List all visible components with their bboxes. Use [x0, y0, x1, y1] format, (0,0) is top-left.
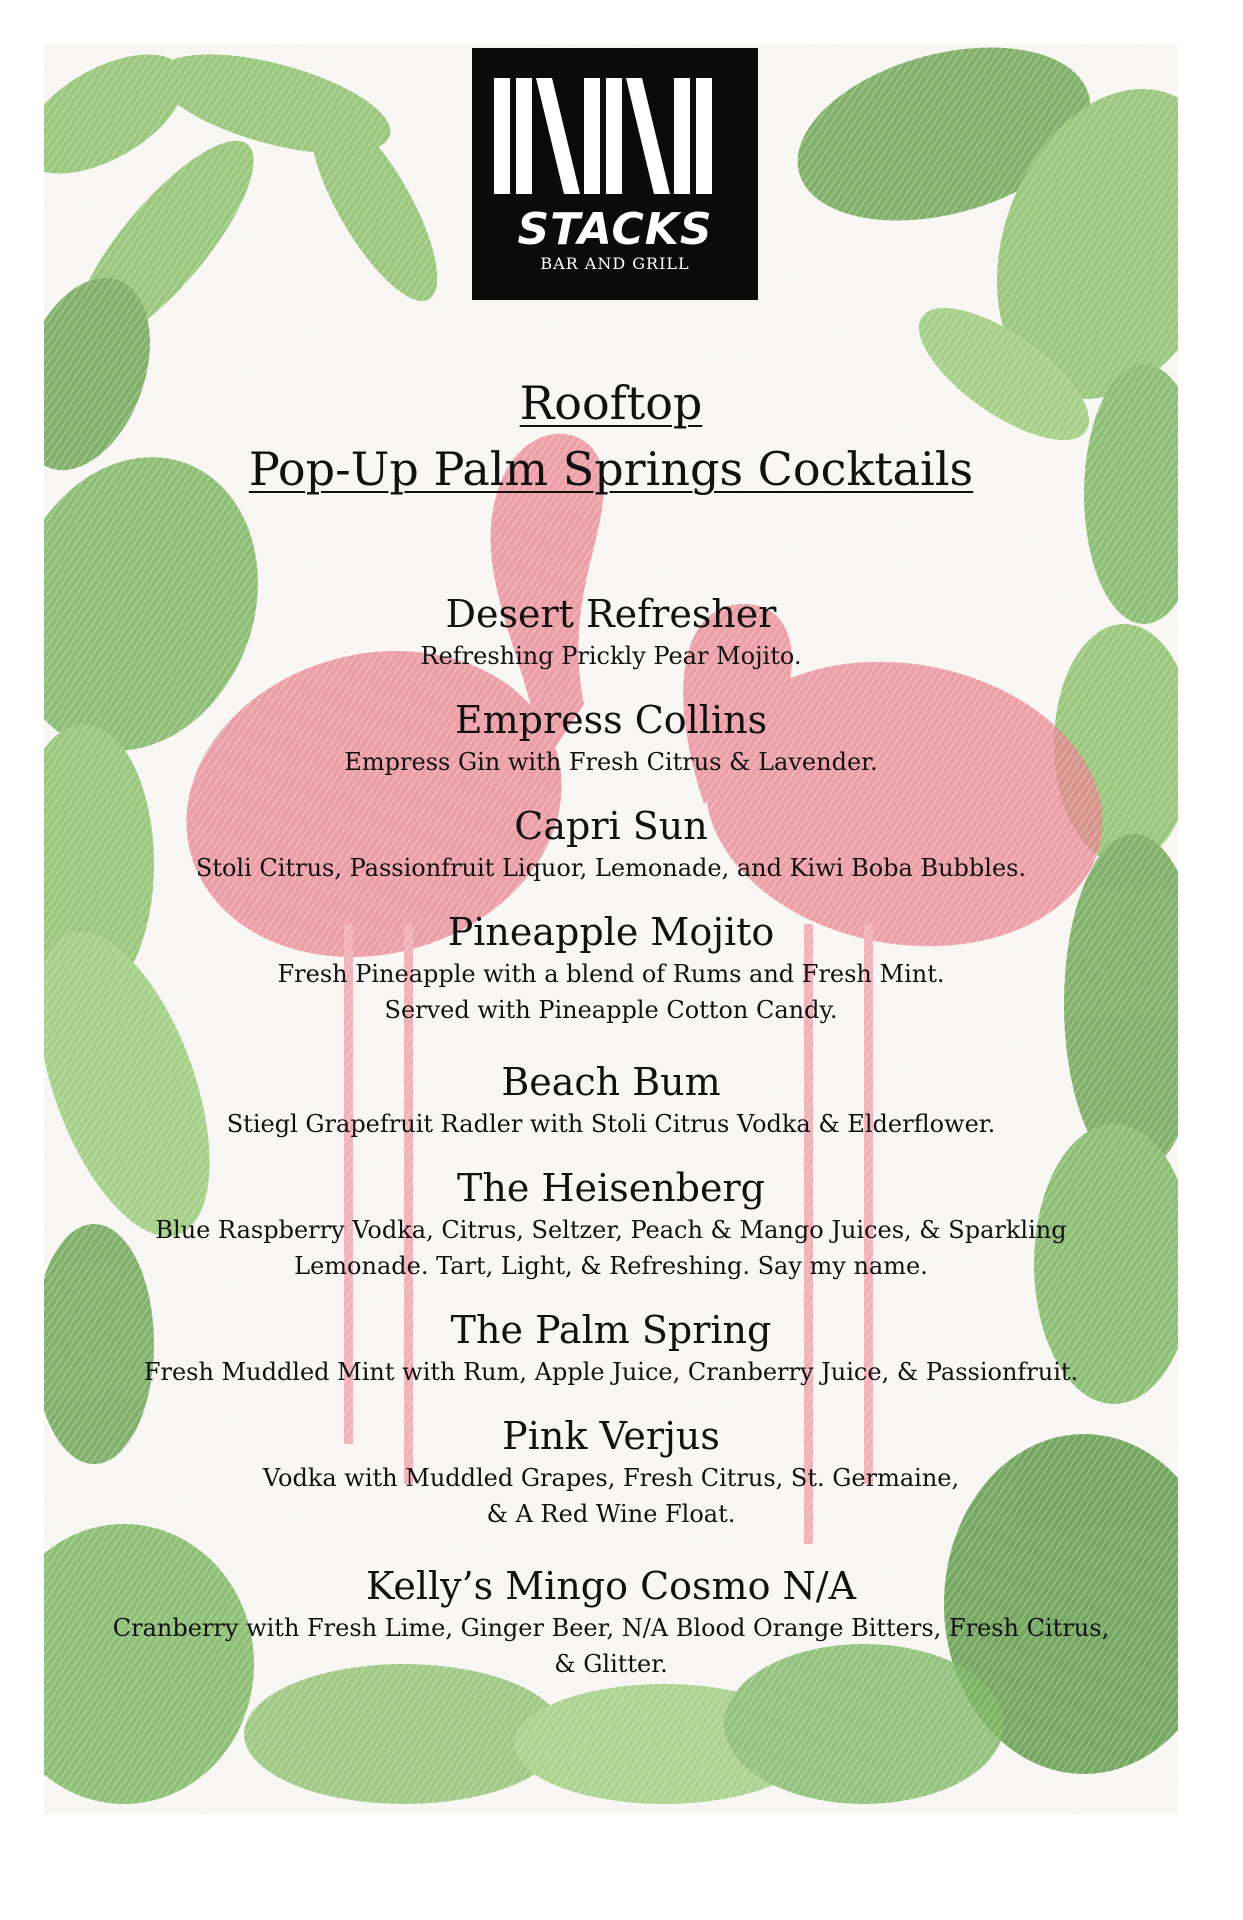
cocktail-name: Desert Refresher: [445, 592, 777, 636]
logo-subtitle: BAR AND GRILL: [540, 254, 690, 273]
cocktail-item: [44, 908, 1178, 1028]
cocktail-item: [44, 590, 1178, 674]
cocktail-name: Capri Sun: [514, 804, 708, 848]
cocktail-item: [44, 802, 1178, 886]
menu-page: [44, 44, 1178, 1814]
logo-wordmark: STACKS: [517, 204, 713, 255]
cocktail-item: [44, 1306, 1178, 1390]
description-line: Blue Raspberry Vodka, Citrus, Seltzer, Peach & Mango Juices, & Sparkling: [155, 1216, 1067, 1244]
cocktail-name: Kelly’s Mingo Cosmo N/A: [365, 1564, 857, 1608]
cocktail-name: The Heisenberg: [457, 1166, 765, 1210]
description-line: Stoli Citrus, Passionfruit Liquor, Lemonade, and Kiwi Boba Bubbles.: [195, 854, 1027, 882]
description-line: Refreshing Prickly Pear Mojito.: [420, 642, 802, 670]
cocktail-description: [44, 744, 1178, 780]
cocktail-description: [44, 1354, 1178, 1390]
description-line: Fresh Pineapple with a blend of Rums and Fresh Mint.: [277, 960, 945, 988]
description-line: Cranberry with Fresh Lime, Ginger Beer, N/A Blood Orange Bitters, Fresh Citrus,: [112, 1614, 1110, 1642]
cocktail-description: [44, 1610, 1178, 1682]
cocktail-name: Beach Bum: [501, 1060, 721, 1104]
stacks-logo: [472, 48, 758, 300]
heading-line-2: Pop-Up Palm Springs Cocktails: [248, 442, 974, 496]
description-line: & A Red Wine Float.: [486, 1500, 736, 1528]
heading-line-1: Rooftop: [519, 376, 703, 430]
description-line: Vodka with Muddled Grapes, Fresh Citrus, St. Germaine,: [262, 1464, 960, 1492]
cocktail-item: [44, 1562, 1178, 1682]
description-line: Fresh Muddled Mint with Rum, Apple Juice, Cranberry Juice, & Passionfruit.: [143, 1358, 1079, 1386]
cocktail-item: [44, 1164, 1178, 1284]
cocktail-name: Pink Verjus: [502, 1414, 720, 1458]
cocktail-description: [44, 956, 1178, 1028]
cocktail-description: [44, 850, 1178, 886]
cocktail-list: [44, 590, 1178, 1704]
cocktail-description: [44, 1460, 1178, 1532]
cocktail-item: [44, 696, 1178, 780]
cocktail-item: [44, 1412, 1178, 1532]
cocktail-name: The Palm Spring: [450, 1308, 772, 1352]
cocktail-name: Pineapple Mojito: [447, 910, 775, 954]
cocktail-item: [44, 1058, 1178, 1142]
cocktail-description: [44, 1106, 1178, 1142]
description-line: Lemonade. Tart, Light, & Refreshing. Say my name.: [294, 1252, 928, 1280]
cocktail-description: [44, 638, 1178, 674]
description-line: Stiegl Grapefruit Radler with Stoli Citrus Vodka & Elderflower.: [226, 1110, 996, 1138]
cocktail-description: [44, 1212, 1178, 1284]
menu-heading: [44, 370, 1178, 502]
description-line: Empress Gin with Fresh Citrus & Lavender.: [344, 748, 878, 776]
stacks-logo-mark: [472, 48, 758, 208]
description-line: & Glitter.: [554, 1650, 668, 1678]
cocktail-name: Empress Collins: [454, 698, 768, 742]
description-line: Served with Pineapple Cotton Candy.: [384, 996, 838, 1024]
